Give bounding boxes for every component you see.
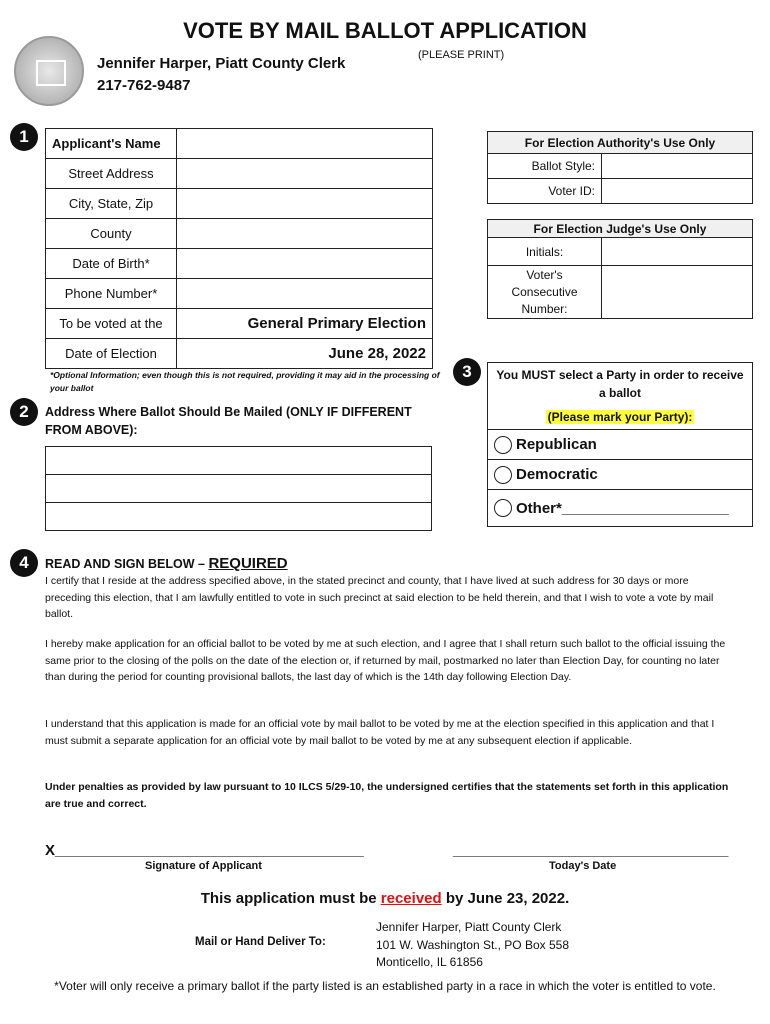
initials-label: Initials:: [488, 238, 602, 266]
deadline-text: This application must be: [200, 890, 381, 907]
radio-circle-icon[interactable]: [494, 436, 512, 454]
certification-paragraph-1: I certify that I reside at the address specified above, in the stated precinct and county, that I have lived at such address for 30 days or more preceding this election, that I am lawfully entitled to vote in such precinct at said election to be held therein, and that I wish to vote a vote by mail ballot.: [45, 575, 714, 620]
section-3-marker: 3: [453, 358, 481, 386]
section-2-marker: 2: [10, 398, 38, 426]
deadline-date: by June 23, 2022.: [441, 890, 570, 907]
penalty-statement: Under penalties as provided by law pursuant to 10 ILCS 5/29-10, the undersigned certifies that the statements set forth in this application are true and correct.: [45, 781, 729, 810]
date-line[interactable]: _________________________________: [453, 842, 729, 859]
form-title: VOTE BY MAIL BALLOT APPLICATION: [183, 18, 587, 43]
election-authority-box: [487, 131, 753, 204]
consecutive-number-field: [602, 266, 753, 319]
radio-circle-icon[interactable]: [494, 466, 512, 484]
table-row: [488, 220, 753, 238]
mailing-address-line-3[interactable]: [46, 503, 432, 531]
deadline-notice: [0, 890, 770, 907]
section-1-marker: 1: [10, 123, 38, 151]
initials-field: [602, 238, 753, 266]
table-row: [46, 219, 433, 249]
table-row: [488, 266, 753, 319]
city-state-zip-field[interactable]: [177, 189, 433, 219]
ballot-style-label: Ballot Style:: [488, 154, 602, 179]
election-date-value: June 28, 2022: [177, 339, 433, 369]
address-line: 101 W. Washington St., PO Box 558: [376, 937, 569, 952]
mail-to-label: Mail or Hand Deliver To:: [195, 936, 326, 948]
street-address-field[interactable]: [177, 159, 433, 189]
table-row: [46, 309, 433, 339]
signature-label: Signature of Applicant: [145, 860, 262, 872]
signature-line[interactable]: X_____________________________________: [45, 842, 364, 859]
election-judge-box: [487, 219, 753, 319]
table-row: [46, 159, 433, 189]
party-box-header: [488, 363, 752, 430]
election-type-value: General Primary Election: [177, 309, 433, 339]
applicant-table: [45, 128, 433, 369]
table-row: [46, 249, 433, 279]
party-required-text: You MUST select a Party in order to receive a ballot: [496, 368, 744, 400]
election-type-label: To be voted at the: [46, 309, 177, 339]
mark-party-instruction: (Please mark your Party):: [547, 410, 693, 424]
county-seal-logo: [14, 36, 84, 106]
certification-paragraph-3: I understand that this application is made for an official vote by mail ballot to be voted by me at the election specified in this application and that I must submit a separate application for an official vote by mail ballot to be voted by me at any subsequent election if applicable.: [45, 718, 715, 747]
clerk-mailing-address: [376, 919, 569, 972]
table-row: [46, 279, 433, 309]
table-row: [46, 447, 432, 475]
clerk-phone: 217-762-9487: [97, 77, 191, 94]
clerk-name: Jennifer Harper, Piatt County Clerk: [97, 55, 346, 72]
party-option-label: Other*____________________: [516, 499, 729, 517]
party-option-label: Democratic: [516, 466, 598, 483]
judge-box-header: For Election Judge's Use Only: [488, 220, 753, 238]
phone-number-field[interactable]: [177, 279, 433, 309]
date-label: Today's Date: [549, 860, 617, 872]
applicant-name-field[interactable]: [177, 129, 433, 159]
mailing-address-line-1[interactable]: [46, 447, 432, 475]
optional-info-note: *Optional Information; even though this is not required, providing it may aid in the processing of your ballot: [50, 370, 440, 393]
received-emphasis: received: [380, 890, 442, 907]
mailing-address-line-2[interactable]: [46, 475, 432, 503]
county-field[interactable]: [177, 219, 433, 249]
consecutive-number-label: Voter's Consecutive Number:: [488, 266, 602, 319]
mailing-address-heading: Address Where Ballot Should Be Mailed (ONLY IF DIFFERENT FROM ABOVE):: [45, 405, 412, 437]
phone-number-label: Phone Number*: [46, 279, 177, 309]
date-of-birth-label: Date of Birth*: [46, 249, 177, 279]
table-row: [46, 503, 432, 531]
table-row: [488, 238, 753, 266]
table-row: [46, 129, 433, 159]
applicant-name-label: Applicant's Name: [46, 129, 177, 159]
please-print-note: (PLEASE PRINT): [418, 49, 505, 61]
ballot-style-field: [602, 154, 753, 179]
party-option-democratic[interactable]: [488, 460, 752, 490]
table-row: [488, 132, 753, 154]
required-label: REQUIRED: [208, 555, 288, 572]
election-date-label: Date of Election: [46, 339, 177, 369]
table-row: [488, 154, 753, 179]
voter-id-field: [602, 179, 753, 204]
authority-box-header: For Election Authority's Use Only: [488, 132, 753, 154]
mailing-address-table: [45, 446, 432, 531]
address-line: Monticello, IL 61856: [376, 955, 483, 969]
table-row: [46, 475, 432, 503]
sign-heading: [45, 555, 288, 572]
table-row: [46, 339, 433, 369]
voter-id-label: Voter ID:: [488, 179, 602, 204]
radio-circle-icon[interactable]: [494, 499, 512, 517]
table-row: [46, 189, 433, 219]
section-4-marker: 4: [10, 549, 38, 577]
party-selection-box: [487, 362, 753, 527]
address-line: Jennifer Harper, Piatt County Clerk: [376, 920, 562, 934]
certification-paragraph-2: I hereby make application for an official ballot to be voted by me at such election, and I agree that I shall return such ballot to the official issuing the same prior to the closing of the polls on the date of the election or, if returned by mail, postmarked no later than Election Day, for counting no later than during the period for counting provisional ballots, the last day of which is the 14th day following Election Day.: [45, 638, 726, 683]
sign-heading-text: READ AND SIGN BELOW –: [45, 557, 205, 571]
county-label: County: [46, 219, 177, 249]
table-row: [488, 179, 753, 204]
city-state-zip-label: City, State, Zip: [46, 189, 177, 219]
street-address-label: Street Address: [46, 159, 177, 189]
party-option-label: Republican: [516, 436, 597, 453]
party-option-republican[interactable]: [488, 430, 752, 460]
party-option-other[interactable]: [488, 490, 752, 526]
date-of-birth-field[interactable]: [177, 249, 433, 279]
primary-ballot-footnote: *Voter will only receive a primary ballot if the party listed is an established party in a race in which the voter is entitled to vote.: [54, 979, 716, 993]
